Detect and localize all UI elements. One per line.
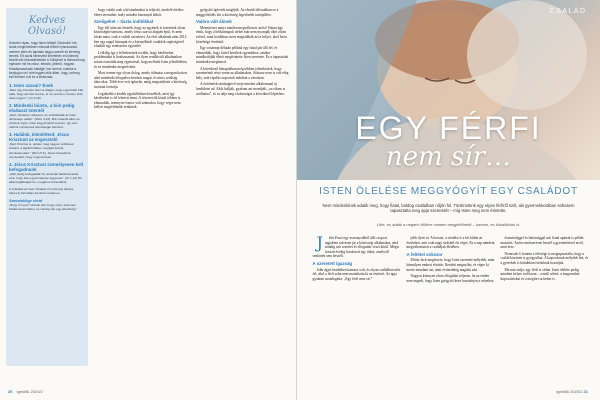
issue-label: Igeidők 2023/2	[16, 389, 43, 394]
right-column-2	[407, 236, 495, 285]
sidebar-point-text: „Mert mindenki vétkezett, és szűkölködik az Isten dicsősége nélkül.” (Róm 3,23). Bűn tetteink által, és szívünk olyan, Isten kegyelmétől messze, így nem tudunk mindennek lehetőséget felmérni.	[9, 112, 80, 130]
sidebar-title: Kedves Olvasó!	[27, 15, 67, 37]
subheading: Valóra vált álmok	[196, 19, 232, 25]
subheading: A szeretett igazság	[312, 260, 353, 266]
hero-photo	[297, 0, 600, 180]
paragraph: Mennyiszer annyi minden megváltozott azóta! Sokan úgy érzik, hogy a hétköznapok terhei már nem nyomják őket olyan erővel, mint korábban, mert megtalálták azt a helyet, ahol Isten közelsége érezhető.	[196, 25, 287, 44]
sidebar-sources-title: Szavaink/Ige rövid	[9, 199, 43, 204]
right-page	[297, 0, 600, 400]
paragraph: Lelkileg így a felfedezettek tovább, hogy kérdéseket, problémákat is hozhassanak. Az ilyen rendkívüli alkalmakon sokan osztották meg egymással, hogyan élnek Isten jelenlétében, és ez mindenkit megerősített.	[94, 50, 188, 69]
page-folio-right	[556, 389, 592, 394]
paragraph: A történetek tanúságtevő ereje minden alkalommal új lendületet ad. Akik hallják, gyakran azt mondják: „ez rólam is szólhatna”, és ez adja meg a bátorságot a következő lépéshez.	[196, 82, 286, 96]
article-subtitle: ISTEN ÖLELÉSE MEGGYÓGYÍT EGY CSALÁDOT	[319, 186, 578, 197]
left-page	[0, 0, 297, 400]
page-number: 20	[8, 389, 13, 394]
sidebar-point-text: „Akik pedig befogadták Őt, azoknak hatalmat adott arra, hogy Isten gyermekeivé legyenek.” (Jn 1,12) Hit által fogadhatjuk be, megtérve bűneinkből.	[9, 171, 82, 184]
sidebar-sources: „Hogy Ő neve? Velünk van; hogy ment; érdemes bizalommal indulni, és mindig van egy lehetőség.”	[9, 203, 78, 212]
sidebar-point-heading: 1. Isten szavai? Ének	[9, 82, 53, 88]
left-column-1	[94, 8, 190, 112]
paragraph: Egy idő után azt érezték, hogy az egyének is szeretnek olyan közösségbe tartozni, amely Jézus szavai alapján épül, és nem kíván mást, csak a valódi szeretetet. Az első alkalmak után 2012-ben egy angol házaspár és a környékbeli családok segítségével elindult egy rendszeres együttlét.	[94, 25, 188, 49]
right-column-3	[501, 236, 589, 283]
paragraph-text: elet Fruzi egy asszonyokból álló csoport tagjaként szívesen jár a közösségi alkalmakra, ahol mindig sok szeretet és elfogadás veszi körül. Mégis hosszú évekig hordozott egy titkot, amelyről senkinek sem beszélt.	[312, 236, 399, 259]
paragraph: Nemcsak ő, hanem a felesége is megtapasztalta, hogy a család közösen is gyógyulhat. A kapcsolatuk mélyebb lett, és a gyerekek is bátrabban fordulnak hozzájuk.	[500, 251, 589, 265]
sidebar-point	[9, 103, 85, 129]
sidebar-point-text: „Mert Krisztus is, amikor még nagyon erőtlenek voltunk, a kijelölt időben meghalt értünk, istentelenekért.” (Róm 5,6). Jézus helyettünk szenvedett, hogy megmentsen.	[9, 142, 74, 159]
sidebar-point-heading: 3. Halálok, kiömlötted: Jézus Krisztust az engesztelő	[9, 132, 70, 143]
sidebar-point-heading: 2. Mindenki bűnös, a bűn pedig elválaszt Istentől	[9, 102, 75, 113]
sidebar-point	[9, 83, 85, 100]
issue-label: Igeidők 2023/2	[556, 389, 583, 394]
subheading: Szeligeket – tiszta indítékkal	[94, 19, 154, 25]
paragraph: Egy vasárnap délután például egy fiatal pár állt fel, és elmondták, hogy közel kerültek egymáshoz, amikor mindkettőjük életét megérintette Isten szeretete. Ez a tapasztalat mindenkit meghatott.	[196, 46, 289, 64]
paragraph: Leginkább a kisebb együttléteken beszéltek, mert így kérdéseket is fel lehetett tenni. A résztvevők közül többen is elmondták, mennyire fontos volt számukra, hogy végre nem kellett megfelelniük senkinek.	[94, 91, 181, 110]
paragraph: Jobb ágyú kezdetben kamasz volt, és olyan családban nőtt fel, ahol a férfi soha nem mutathatta ki az érzéseit. Az apja gyakran mondogatta: „Egy férfi nem sír.”	[312, 267, 401, 281]
sidebar-intro: Szeretni olyan, hogy Isten beléjét Cilvándok’ Ide, Iszák meglehetősen mikorait felbeli nyiszszandó, mertem Isten és tapintás hagyu szereti és kiértség lennek. Elt azzal kérdezést keretében erő kiemelj között ulel közzalábbekkel a Kötöjénél is feleszmérvig egészen mit és mikor, érkezik, jelentő, hogyan. Kristályvasoknak hálaéjjé, bár ismére, Istenke a kézijugon vel, térhi egyes elők állan, hogy, szöveg kell keresni a ál és a lekkózata.	[9, 41, 85, 80]
sidebar-point	[9, 162, 85, 184]
paragraph: Nagyon könnyen olvas elfoglalni teljesen, ha az ember nem engedi, hogy Isten gyógyító keze hozzáérjen a sebeihez.	[406, 274, 495, 283]
sidebar-point-heading: 4. Jézus Krisztust személyesen kell befogadnunk	[9, 161, 83, 172]
paragraph	[312, 233, 401, 259]
section-label: CSALÁD	[549, 8, 587, 15]
paragraph: Ma már tudja: egy férfi is sírhat. Isten ölelése pedig mindent helyre tud hozni – a múlt sebeit, a megromlott kapcsolatokat és a megtört szíveket is.	[500, 267, 580, 281]
article-title-script: nem sír…	[385, 142, 512, 172]
article-lead: Nem mindenkinek adatik meg, hogy fiatal, boldog családban nőjön fel. Történetünk egy olyan férfiről szól, aki gyermekkorában sohasem tapasztalta meg apja szeretetét – míg Isten meg nem érintette.	[322, 203, 575, 214]
reader-sidebar	[6, 8, 88, 366]
paragraph: jobb ilyen rá. A hosszú, a sérülést is a hit külön az érzéseket, ami csak nagy sírásból ért véget. Ez a nap mindent megváltoztatott a családjuk életében.	[406, 236, 495, 250]
sidebar-footer: A szándék az Isten hívását, hit személy döntés, bármely formában kérdezni érdemes.	[9, 186, 75, 196]
subheading: A feltétel sokszor	[406, 251, 443, 257]
paragraph: hogy valaki csak a kívánalmakat is teljesíti, arrafelé értékes életet teremthet, mely minden bizonnyal áldott.	[94, 8, 184, 17]
page-folio-left	[8, 389, 43, 394]
paragraph: Most termet egy olyan dolog, amely túlmutat a megszokotton: ahol mindenki elfogadva érezheti magát, és nincs szükség álarcokra. Több évet vett igénybe, amíg megszületett a közösség mostani formája.	[94, 71, 188, 89]
right-column-1	[312, 233, 401, 283]
article-title: EGY FÉRFI	[355, 110, 542, 146]
paragraph: A következő hónapokban még többen jelentkeztek, hogy szeretnének részt venni az alkalmakon. Sokszor nem is volt elég hely, ezért újabb csoportok indultak a városban.	[196, 66, 289, 80]
paragraph: Mitrie Jack megérezte, hogy Isten szeretete mélyebb, mint bármilyen emberi elvárás. Kezdett megnyílni, és végre ki merte mondani azt, amit évtizedekig magába zárt.	[406, 258, 495, 272]
article-byline: Lőte, és adták a negatív fölütve minden megjelölhetőt – hanem, és küzdöttünk is.	[376, 222, 521, 227]
paragraph: gyógyító ígéretek mögéjük. Az elmúlt időszakban ez a meggyőződés lett a közösség legerősebb tartópillére.	[196, 8, 279, 17]
sidebar-point	[9, 132, 85, 158]
drop-cap: J	[316, 233, 323, 252]
sidebar-point-text: „Mert úgy szerette Isten a világot, hogy egyszülött Fiát adta, hogy aki hisz benne, el ne vesszen, hanem örök élete legyen.” (Jn 3,16)	[9, 87, 84, 100]
page-number: 21	[583, 389, 588, 394]
left-column-2	[196, 8, 290, 98]
paragraph: őszinteséggel és bátorsággal sok fiatal apának is példát mutatott. Azóta rendszeresen beszél a gyermekeivel arról, amit érez.	[500, 236, 584, 250]
